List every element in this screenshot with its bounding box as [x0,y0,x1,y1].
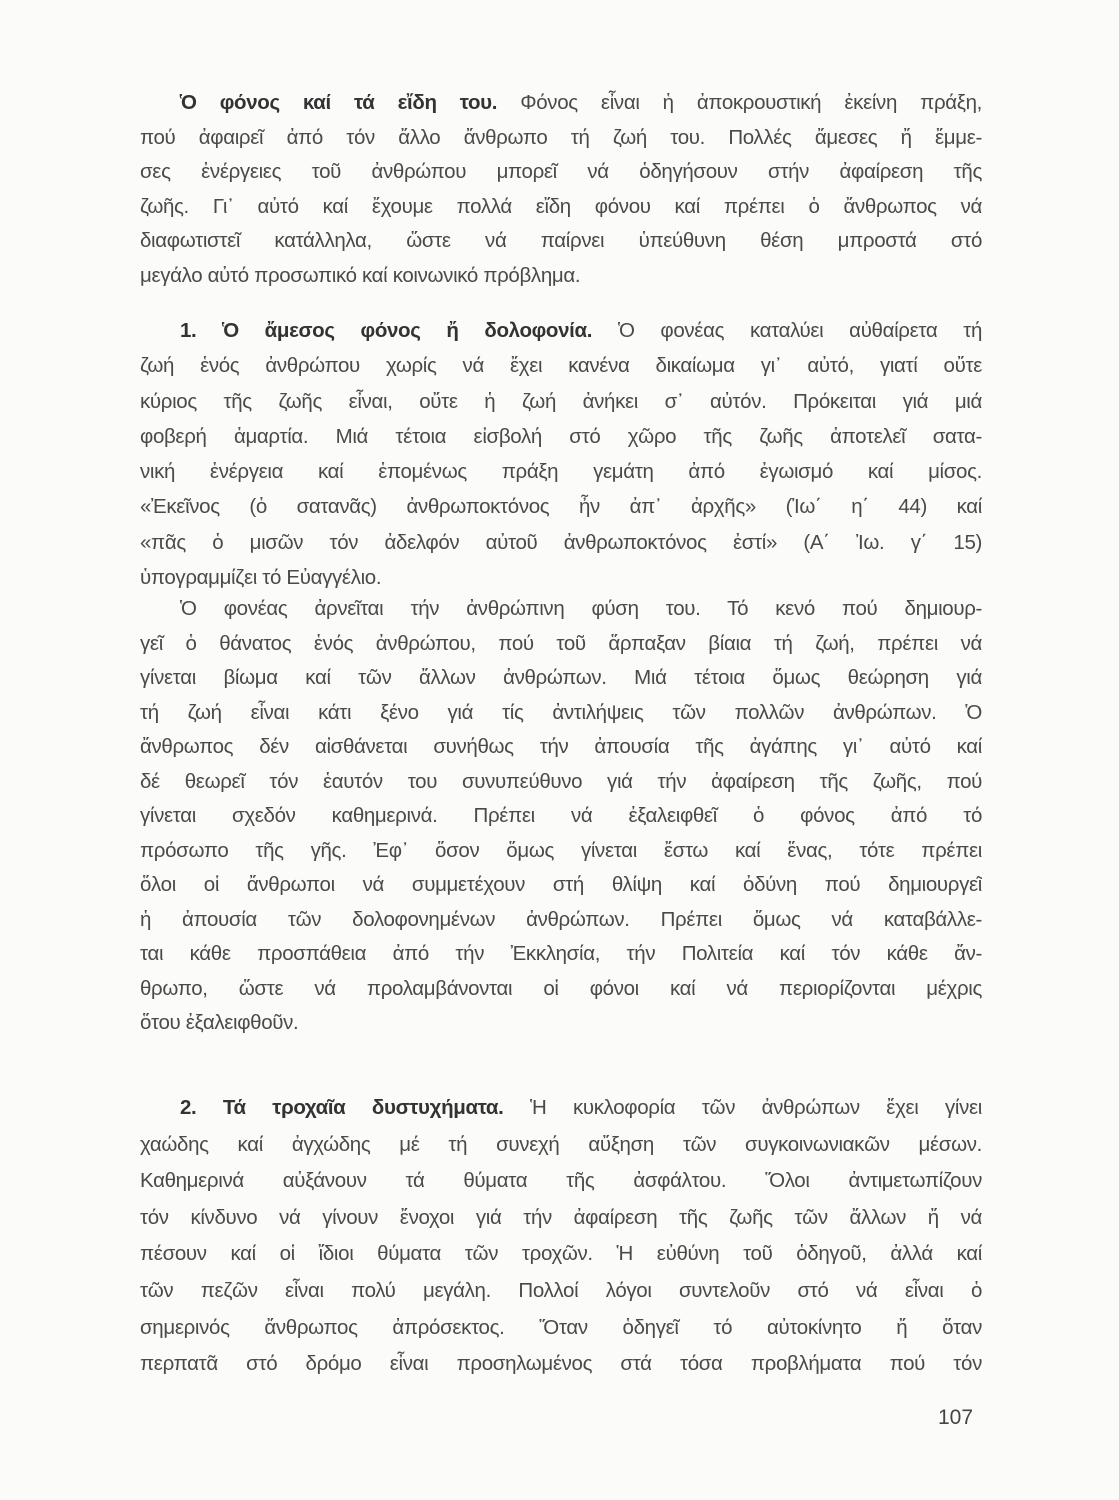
text-line [140,1346,982,1383]
line-text: ὅλοι οἱ ἄνθρωποι νά συμμετέχουν στή θλίψη καί ὀδύνη πού δημιουργεῖ [140,873,982,896]
section-heading: 2. Τά τροχαῖα δυστυχήματα. [180,1096,504,1119]
text-line [140,1127,982,1164]
line-text: φοβερή ἁμαρτία. Μιά τέτοια εἰσβολή στό χῶρο τῆς ζωῆς ἀποτελεῖ σατα- [140,424,982,448]
line-text: «Ἐκεῖνος (ὁ σατανᾶς) ἀνθρωποκτόνος ἦν ἀπ᾽ ἀρχῆς» (Ἰω΄ η΄ 44) καί [140,495,982,519]
line-text: νική ἐνέργεια καί ἑπομένως πράξη γεμάτη ἀπό ἐγωισμό καί μίσος. [140,460,982,484]
text-line [140,903,982,938]
text-line [140,121,982,156]
text-line [140,384,982,419]
text-line [140,1163,982,1200]
text-line [140,1090,982,1127]
text-line [140,765,982,800]
line-text: γεῖ ὁ θάνατος ἑνός ἀνθρώπου, πού τοῦ ἅρπαξαν βίαια τή ζωή, πρέπει νά [140,631,982,655]
paragraph-traffic-accidents [140,1090,982,1383]
line-text: Καθημερινά αὐξάνουν τά θύματα τῆς ἀσφάλτου. Ὅλοι ἀντιμετωπίζουν [140,1169,982,1193]
text-line [140,937,982,972]
line-text: ὅτου ἐξαλειφθοῦν. [140,1011,299,1034]
line-text: μεγάλο αὐτό προσωπικό καί κοινωνικό πρόβλημα. [140,263,581,287]
text-line [140,313,982,348]
paragraph-murderer-denies-nature [140,592,982,1041]
section-heading: Ὁ φόνος καί τά εἴδη του. [180,91,498,114]
paragraph-direct-murder [140,313,982,595]
line-text: ζωῆς. Γι᾽ αὐτό καί ἔχουμε πολλά εἴδη φόνου καί πρέπει ὁ ἄνθρωπος νά [140,194,982,218]
line-text: διαφωτιστεῖ κατάλληλα, ὥστε νά παίρνει ὑπεύθυνη θέση μπροστά στό [140,229,982,252]
text-line [140,454,982,489]
line-text: ται κάθε προσπάθεια ἀπό τήν Ἐκκλησία, τήν Πολιτεία καί τόν κάθε ἄν- [140,942,982,965]
text-line [140,1236,982,1273]
text-line [140,525,982,560]
text-line [140,560,982,595]
text-line [140,627,982,662]
line-text: Ἡ κυκλοφορία τῶν ἀνθρώπων ἔχει γίνει [530,1096,982,1119]
paragraph-murder-types [140,86,982,293]
page-number: 107 [938,1406,974,1429]
text-line [140,1200,982,1237]
text-line [140,799,982,834]
line-text: τή ζωή εἶναι κάτι ξένο γιά τίς ἀντιλήψεις τῶν πολλῶν ἀνθρώπων. Ὁ [140,700,982,724]
text-line [140,834,982,869]
section-heading: 1. Ὁ ἄμεσος φόνος ἤ δολοφονία. [180,319,593,342]
line-text: Φόνος εἶναι ἡ ἀποκρουστική ἐκείνη πράξη, [520,91,982,114]
text-line [140,259,982,294]
text-line [140,489,982,524]
line-text: Ὁ φονέας καταλύει αὐθαίρετα τή [617,319,982,342]
line-text: ἄνθρωπος δέν αἰσθάνεται συνήθως τήν ἀπουσία τῆς ἀγάπης γι᾽ αὐτό καί [140,735,982,758]
text-line [140,348,982,383]
text-line [140,661,982,696]
line-text: ζωή ἑνός ἀνθρώπου χωρίς νά ἔχει κανένα δικαίωμα γι᾽ αὐτό, γιατί οὔτε [140,354,982,378]
line-text: πού ἀφαιρεῖ ἀπό τόν ἄλλο ἄνθρωπο τή ζωή του. Πολλές ἄμεσες ἤ ἔμμε- [140,125,982,149]
text-line [140,190,982,225]
line-text: γίνεται σχεδόν καθημερινά. Πρέπει νά ἐξαλειφθεῖ ὁ φόνος ἀπό τό [140,804,982,827]
line-text: πρόσωπο τῆς γῆς. Ἐφ᾽ ὅσον ὅμως γίνεται ἔστω καί ἕνας, τότε πρέπει [140,838,982,862]
text-line [140,155,982,190]
line-text: τῶν πεζῶν εἶναι πολύ μεγάλη. Πολλοί λόγοι συντελοῦν στό νά εἶναι ὁ [140,1278,982,1302]
text-line [140,592,982,627]
line-text: ὑπογραμμίζει τό Εὐαγγέλιο. [140,566,382,590]
text-line [140,1310,982,1347]
text-line [140,730,982,765]
line-text: «πᾶς ὁ μισῶν τόν ἀδελφόν αὐτοῦ ἀνθρωποκτόνος ἐστί» (Α΄ Ἰω. γ΄ 15) [140,530,982,554]
text-line [140,868,982,903]
text-line [140,1006,982,1041]
text-line [140,419,982,454]
line-text: τόν κίνδυνο νά γίνουν ἔνοχοι γιά τήν ἀφαίρεση τῆς ζωῆς τῶν ἄλλων ἤ νά [140,1205,982,1229]
line-text: χαώδης καί ἀγχώδης μέ τή συνεχή αὔξηση τῶν συγκοινωνιακῶν μέσων. [140,1132,982,1156]
line-text: περπατᾶ στό δρόμο εἶναι προσηλωμένος στά τόσα προβλήματα πού τόν [140,1352,982,1376]
line-text: πέσουν καί οἱ ἴδιοι θύματα τῶν τροχῶν. Ἡ εὐθύνη τοῦ ὁδηγοῦ, ἀλλά καί [140,1242,982,1266]
text-line [140,224,982,259]
line-text: θρωπο, ὥστε νά προλαμβάνονται οἱ φόνοι καί νά περιορίζονται μέχρις [140,976,982,1000]
line-text: ἡ ἀπουσία τῶν δολοφονημένων ἀνθρώπων. Πρέπει ὅμως νά καταβάλλε- [140,907,982,931]
line-text: δέ θεωρεῖ τόν ἑαυτόν του συνυπεύθυνο γιά τήν ἀφαίρεση τῆς ζωῆς, πού [140,769,982,793]
line-text: σες ἐνέργειες τοῦ ἀνθρώπου μπορεῖ νά ὁδηγήσουν στήν ἀφαίρεση τῆς [140,160,982,183]
text-line [140,696,982,731]
line-text: κύριος τῆς ζωῆς εἶναι, οὔτε ἡ ζωή ἀνήκει σ᾽ αὐτόν. Πρόκειται γιά μιά [140,389,982,413]
line-text: σημερινός ἄνθρωπος ἀπρόσεκτος. Ὅταν ὁδηγεῖ τό αὐτοκίνητο ἤ ὅταν [140,1315,982,1339]
line-text: Ὁ φονέας ἀρνεῖται τήν ἀνθρώπινη φύση του. Τό κενό πού δημιουρ- [180,597,982,620]
text-line [140,86,982,121]
text-line [140,972,982,1007]
text-line [140,1273,982,1310]
line-text: γίνεται βίωμα καί τῶν ἄλλων ἀνθρώπων. Μιά τέτοια ὅμως θεώρηση γιά [140,666,982,689]
